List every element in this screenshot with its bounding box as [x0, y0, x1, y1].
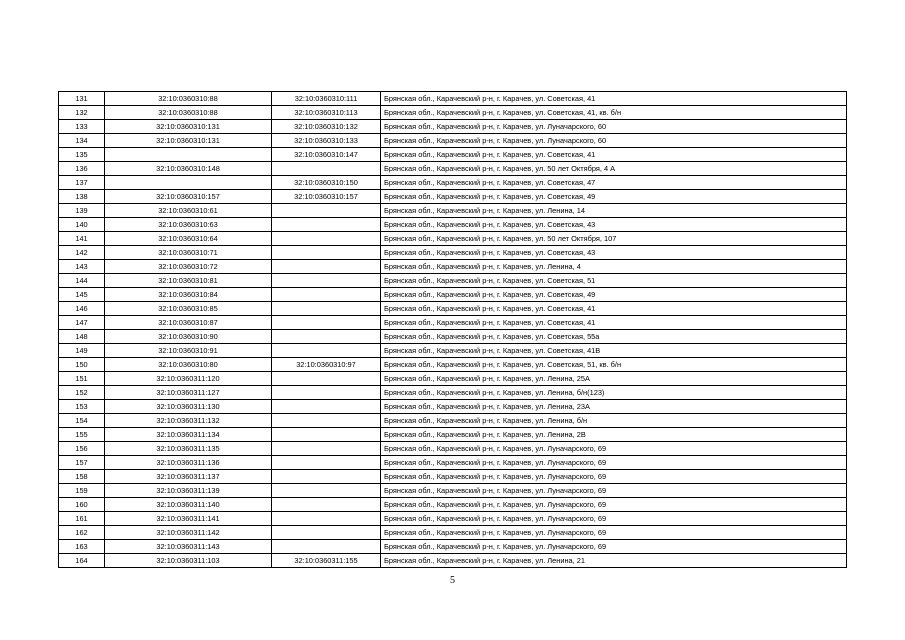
address-cell: Брянская обл., Карачевский р-н, г. Карачев, ул. Ленина, 4	[381, 260, 847, 274]
object-cadastral-number-cell	[272, 414, 381, 428]
table-row	[59, 204, 847, 218]
table-row	[59, 400, 847, 414]
cadastral-number-cell: 32:10:0360311:142	[105, 526, 272, 540]
table-row	[59, 316, 847, 330]
object-cadastral-number-cell	[272, 442, 381, 456]
address-cell: Брянская обл., Карачевский р-н, г. Карачев, ул. Советская, 41В	[381, 344, 847, 358]
table-row	[59, 92, 847, 106]
table-row	[59, 162, 847, 176]
table-row	[59, 470, 847, 484]
address-cell: Брянская обл., Карачевский р-н, г. Карачев, ул. Луначарского, 69	[381, 540, 847, 554]
table-row	[59, 330, 847, 344]
address-cell: Брянская обл., Карачевский р-н, г. Карачев, ул. Ленина, 23А	[381, 400, 847, 414]
object-cadastral-number-cell	[272, 484, 381, 498]
table-row	[59, 456, 847, 470]
table-row	[59, 288, 847, 302]
cadastral-number-cell: 32:10:0360311:120	[105, 372, 272, 386]
row-number-cell: 145	[59, 288, 105, 302]
table-row	[59, 246, 847, 260]
row-number-cell: 154	[59, 414, 105, 428]
table-row	[59, 414, 847, 428]
cadastral-number-cell: 32:10:0360310:81	[105, 274, 272, 288]
row-number-cell: 142	[59, 246, 105, 260]
cadastral-number-cell: 32:10:0360311:143	[105, 540, 272, 554]
table-body	[59, 92, 847, 568]
row-number-cell: 160	[59, 498, 105, 512]
table-row	[59, 260, 847, 274]
row-number-cell: 153	[59, 400, 105, 414]
row-number-cell: 147	[59, 316, 105, 330]
row-number-cell: 140	[59, 218, 105, 232]
row-number-cell: 148	[59, 330, 105, 344]
address-cell: Брянская обл., Карачевский р-н, г. Карачев, ул. Ленина, б/н	[381, 414, 847, 428]
cadastral-number-cell: 32:10:0360310:72	[105, 260, 272, 274]
cadastral-number-cell: 32:10:0360310:87	[105, 316, 272, 330]
cadastral-number-cell: 32:10:0360311:139	[105, 484, 272, 498]
object-cadastral-number-cell: 32:10:0360310:157	[272, 190, 381, 204]
row-number-cell: 161	[59, 512, 105, 526]
row-number-cell: 143	[59, 260, 105, 274]
object-cadastral-number-cell: 32:10:0360310:132	[272, 120, 381, 134]
object-cadastral-number-cell	[272, 526, 381, 540]
table-row	[59, 512, 847, 526]
row-number-cell: 139	[59, 204, 105, 218]
address-cell: Брянская обл., Карачевский р-н, г. Карачев, ул. Ленина, б/н(123)	[381, 386, 847, 400]
row-number-cell: 157	[59, 456, 105, 470]
cadastral-number-cell: 32:10:0360311:135	[105, 442, 272, 456]
address-cell: Брянская обл., Карачевский р-н, г. Карачев, ул. Луначарского, 60	[381, 134, 847, 148]
row-number-cell: 144	[59, 274, 105, 288]
table-row	[59, 484, 847, 498]
row-number-cell: 131	[59, 92, 105, 106]
table-row	[59, 428, 847, 442]
cadastral-registry-table	[58, 91, 847, 568]
address-cell: Брянская обл., Карачевский р-н, г. Карачев, ул. 50 лет Октября, 4 А	[381, 162, 847, 176]
cadastral-number-cell: 32:10:0360310:91	[105, 344, 272, 358]
object-cadastral-number-cell	[272, 288, 381, 302]
address-cell: Брянская обл., Карачевский р-н, г. Карачев, ул. Советская, 41	[381, 316, 847, 330]
object-cadastral-number-cell	[272, 162, 381, 176]
address-cell: Брянская обл., Карачевский р-н, г. Карачев, ул. Луначарского, 69	[381, 484, 847, 498]
cadastral-number-cell	[105, 148, 272, 162]
page-number: 5	[450, 575, 455, 586]
address-cell: Брянская обл., Карачевский р-н, г. Карачев, ул. Советская, 49	[381, 190, 847, 204]
table-row	[59, 358, 847, 372]
table-row	[59, 232, 847, 246]
cadastral-number-cell: 32:10:0360311:132	[105, 414, 272, 428]
row-number-cell: 152	[59, 386, 105, 400]
object-cadastral-number-cell: 32:10:0360310:97	[272, 358, 381, 372]
address-cell: Брянская обл., Карачевский р-н, г. Карачев, ул. Советская, 49	[381, 288, 847, 302]
cadastral-number-cell: 32:10:0360311:127	[105, 386, 272, 400]
cadastral-number-cell: 32:10:0360310:88	[105, 106, 272, 120]
row-number-cell: 149	[59, 344, 105, 358]
address-cell: Брянская обл., Карачевский р-н, г. Карачев, ул. Советская, 51	[381, 274, 847, 288]
object-cadastral-number-cell	[272, 386, 381, 400]
address-cell: Брянская обл., Карачевский р-н, г. Карачев, ул. Луначарского, 69	[381, 526, 847, 540]
row-number-cell: 162	[59, 526, 105, 540]
object-cadastral-number-cell	[272, 456, 381, 470]
address-cell: Брянская обл., Карачевский р-н, г. Карачев, ул. Советская, 55а	[381, 330, 847, 344]
table-row	[59, 372, 847, 386]
cadastral-number-cell: 32:10:0360310:64	[105, 232, 272, 246]
address-cell: Брянская обл., Карачевский р-н, г. Карачев, ул. Ленина, 21	[381, 554, 847, 568]
object-cadastral-number-cell	[272, 274, 381, 288]
row-number-cell: 158	[59, 470, 105, 484]
object-cadastral-number-cell	[272, 246, 381, 260]
object-cadastral-number-cell	[272, 512, 381, 526]
object-cadastral-number-cell: 32:10:0360310:113	[272, 106, 381, 120]
table-row	[59, 134, 847, 148]
table-row	[59, 442, 847, 456]
row-number-cell: 132	[59, 106, 105, 120]
address-cell: Брянская обл., Карачевский р-н, г. Карачев, ул. Луначарского, 69	[381, 470, 847, 484]
object-cadastral-number-cell	[272, 302, 381, 316]
row-number-cell: 146	[59, 302, 105, 316]
object-cadastral-number-cell: 32:10:0360310:147	[272, 148, 381, 162]
row-number-cell: 136	[59, 162, 105, 176]
address-cell: Брянская обл., Карачевский р-н, г. Карачев, ул. Ленина, 25А	[381, 372, 847, 386]
address-cell: Брянская обл., Карачевский р-н, г. Карачев, ул. Советская, 41	[381, 148, 847, 162]
row-number-cell: 133	[59, 120, 105, 134]
cadastral-number-cell: 32:10:0360311:141	[105, 512, 272, 526]
address-cell: Брянская обл., Карачевский р-н, г. Карачев, ул. 50 лет Октября, 107	[381, 232, 847, 246]
table-row	[59, 386, 847, 400]
cadastral-number-cell: 32:10:0360310:131	[105, 134, 272, 148]
cadastral-number-cell: 32:10:0360310:63	[105, 218, 272, 232]
table-row	[59, 498, 847, 512]
row-number-cell: 135	[59, 148, 105, 162]
address-cell: Брянская обл., Карачевский р-н, г. Карачев, ул. Ленина, 14	[381, 204, 847, 218]
cadastral-number-cell: 32:10:0360310:157	[105, 190, 272, 204]
address-cell: Брянская обл., Карачевский р-н, г. Карачев, ул. Луначарского, 69	[381, 498, 847, 512]
address-cell: Брянская обл., Карачевский р-н, г. Карачев, ул. Луначарского, 69	[381, 442, 847, 456]
object-cadastral-number-cell	[272, 428, 381, 442]
address-cell: Брянская обл., Карачевский р-н, г. Карачев, ул. Советская, 43	[381, 246, 847, 260]
row-number-cell: 150	[59, 358, 105, 372]
address-cell: Брянская обл., Карачевский р-н, г. Карачев, ул. Советская, 51, кв. б/н	[381, 358, 847, 372]
table-row	[59, 106, 847, 120]
object-cadastral-number-cell: 32:10:0360310:111	[272, 92, 381, 106]
cadastral-number-cell: 32:10:0360310:88	[105, 92, 272, 106]
table-row	[59, 176, 847, 190]
object-cadastral-number-cell	[272, 372, 381, 386]
object-cadastral-number-cell	[272, 316, 381, 330]
address-cell: Брянская обл., Карачевский р-н, г. Карачев, ул. Советская, 41	[381, 302, 847, 316]
row-number-cell: 155	[59, 428, 105, 442]
cadastral-number-cell: 32:10:0360310:84	[105, 288, 272, 302]
address-cell: Брянская обл., Карачевский р-н, г. Карачев, ул. Луначарского, 69	[381, 512, 847, 526]
cadastral-number-cell: 32:10:0360310:148	[105, 162, 272, 176]
table-row	[59, 148, 847, 162]
object-cadastral-number-cell: 32:10:0360310:133	[272, 134, 381, 148]
object-cadastral-number-cell	[272, 540, 381, 554]
object-cadastral-number-cell	[272, 218, 381, 232]
cadastral-number-cell: 32:10:0360311:130	[105, 400, 272, 414]
cadastral-number-cell: 32:10:0360310:85	[105, 302, 272, 316]
table-row	[59, 344, 847, 358]
cadastral-number-cell: 32:10:0360310:80	[105, 358, 272, 372]
row-number-cell: 163	[59, 540, 105, 554]
table-row	[59, 120, 847, 134]
object-cadastral-number-cell	[272, 260, 381, 274]
object-cadastral-number-cell	[272, 204, 381, 218]
row-number-cell: 141	[59, 232, 105, 246]
cadastral-number-cell: 32:10:0360310:131	[105, 120, 272, 134]
table-row	[59, 554, 847, 568]
address-cell: Брянская обл., Карачевский р-н, г. Карачев, ул. Советская, 43	[381, 218, 847, 232]
object-cadastral-number-cell	[272, 344, 381, 358]
object-cadastral-number-cell	[272, 498, 381, 512]
row-number-cell: 137	[59, 176, 105, 190]
table-row	[59, 190, 847, 204]
row-number-cell: 159	[59, 484, 105, 498]
address-cell: Брянская обл., Карачевский р-н, г. Карачев, ул. Луначарского, 69	[381, 456, 847, 470]
object-cadastral-number-cell	[272, 400, 381, 414]
cadastral-number-cell: 32:10:0360311:103	[105, 554, 272, 568]
object-cadastral-number-cell	[272, 330, 381, 344]
row-number-cell: 151	[59, 372, 105, 386]
table-row	[59, 526, 847, 540]
address-cell: Брянская обл., Карачевский р-н, г. Карачев, ул. Советская, 41, кв. б/н	[381, 106, 847, 120]
cadastral-number-cell: 32:10:0360310:90	[105, 330, 272, 344]
row-number-cell: 164	[59, 554, 105, 568]
row-number-cell: 138	[59, 190, 105, 204]
table-row	[59, 302, 847, 316]
address-cell: Брянская обл., Карачевский р-н, г. Карачев, ул. Советская, 47	[381, 176, 847, 190]
object-cadastral-number-cell: 32:10:0360311:155	[272, 554, 381, 568]
cadastral-number-cell: 32:10:0360311:137	[105, 470, 272, 484]
address-cell: Брянская обл., Карачевский р-н, г. Карачев, ул. Советская, 41	[381, 92, 847, 106]
cadastral-number-cell: 32:10:0360311:140	[105, 498, 272, 512]
cadastral-number-cell: 32:10:0360310:61	[105, 204, 272, 218]
row-number-cell: 156	[59, 442, 105, 456]
object-cadastral-number-cell	[272, 232, 381, 246]
object-cadastral-number-cell: 32:10:0360310:150	[272, 176, 381, 190]
address-cell: Брянская обл., Карачевский р-н, г. Карачев, ул. Ленина, 2В	[381, 428, 847, 442]
table-row	[59, 274, 847, 288]
cadastral-number-cell	[105, 176, 272, 190]
cadastral-number-cell: 32:10:0360311:136	[105, 456, 272, 470]
address-cell: Брянская обл., Карачевский р-н, г. Карачев, ул. Луначарского, 60	[381, 120, 847, 134]
table-row	[59, 540, 847, 554]
row-number-cell: 134	[59, 134, 105, 148]
cadastral-number-cell: 32:10:0360310:71	[105, 246, 272, 260]
cadastral-number-cell: 32:10:0360311:134	[105, 428, 272, 442]
table-row	[59, 218, 847, 232]
object-cadastral-number-cell	[272, 470, 381, 484]
